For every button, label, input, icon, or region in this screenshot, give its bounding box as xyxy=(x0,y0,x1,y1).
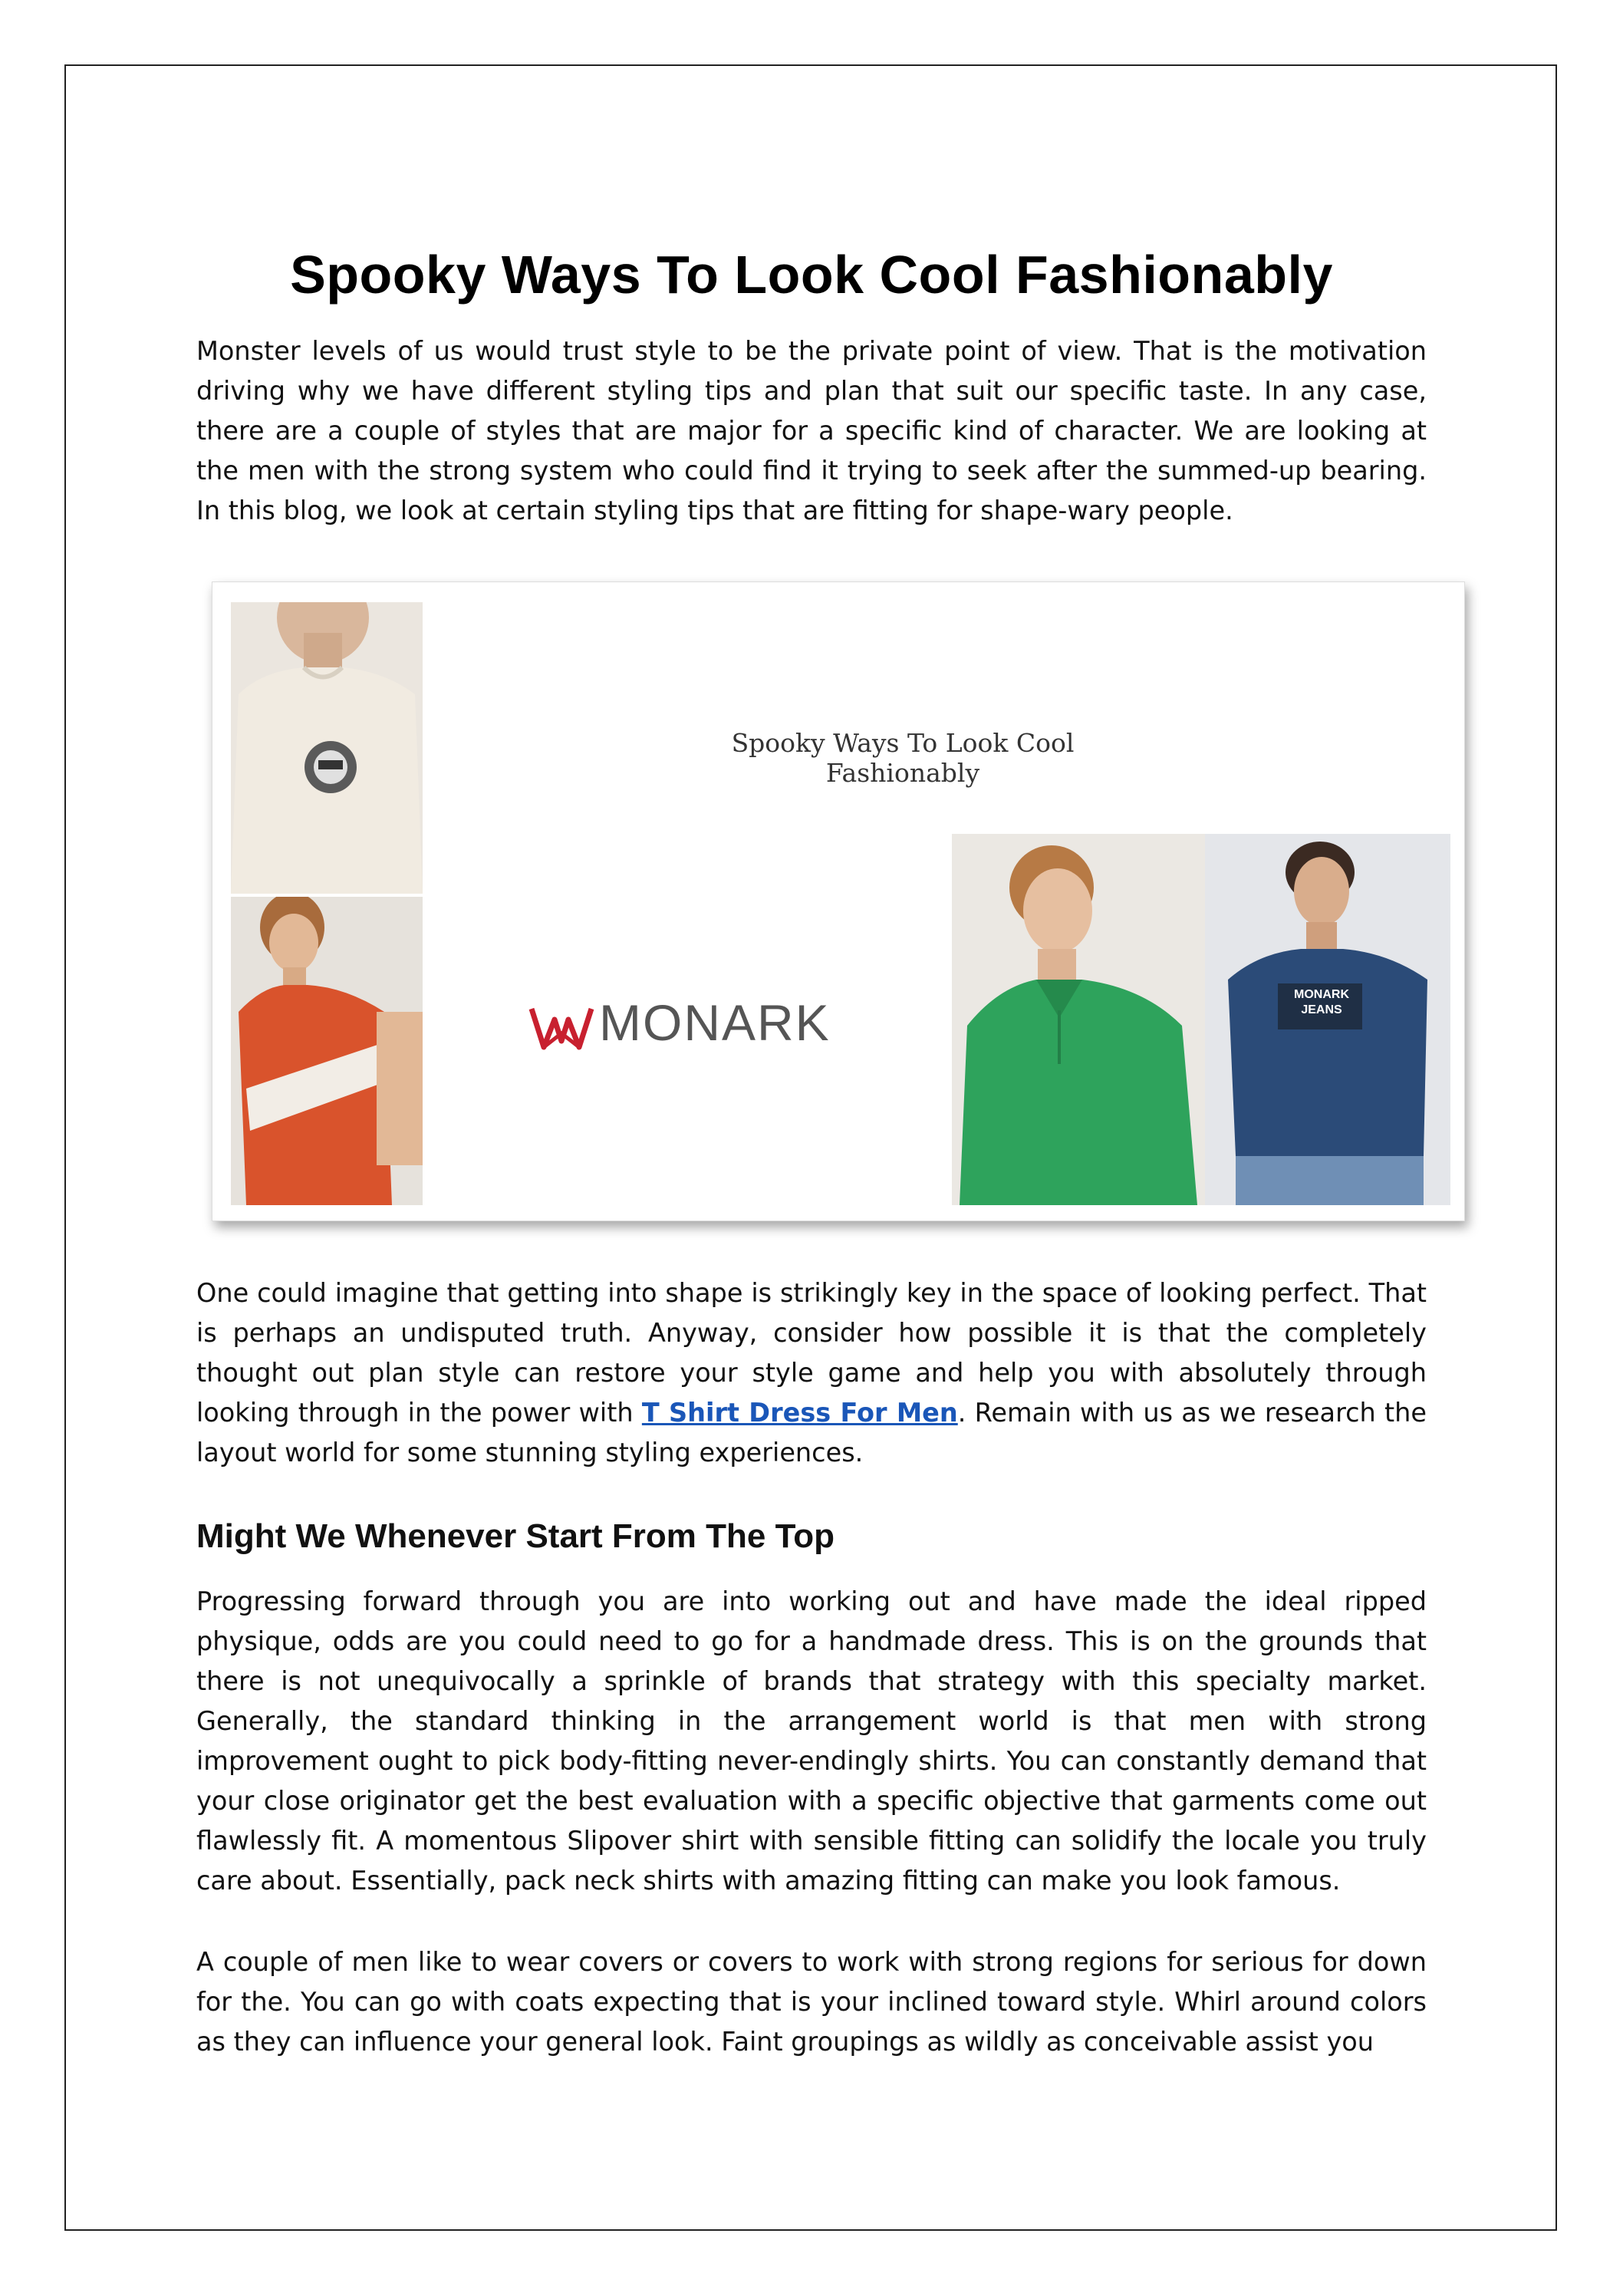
shirt-print-text: MONARK JEANS xyxy=(1294,988,1349,1016)
photo-green-polo xyxy=(952,834,1205,1205)
photo-cream-tshirt xyxy=(231,602,423,894)
monark-logo xyxy=(527,987,864,1056)
section-heading: Might We Whenever Start From The Top xyxy=(196,1517,835,1555)
photo-orange-tshirt xyxy=(231,897,423,1205)
t-shirt-dress-link[interactable]: T Shirt Dress For Men xyxy=(641,1398,958,1428)
crown-icon xyxy=(527,993,596,1062)
banner-image xyxy=(212,581,1465,1221)
banner-title: Spooky Ways To Look Cool Fashionably xyxy=(731,728,1075,788)
paragraph-2-text-b: . Remain with us as we research the layout world for some stunning styling experiences. xyxy=(196,1398,1427,1468)
paragraph-2-text-a: One could imagine that getting into shape is strikingly key in the space of looking perfect. That is perhaps an undisputed truth. Anyway, consider how possible it is that the completely thought out plan style can restore your style game and help you with absolutely through looking through in the power with xyxy=(196,1278,1427,1428)
navy-tshirt-illustration xyxy=(1205,834,1450,1205)
intro-paragraph: Monster levels of us would trust style to be the private point of view. That is the motivation driving why we have different styling tips and plan that suit our specific taste. In any case, there are a couple of styles that are major for a specific kind of character. We are looking at the men with the strong system who could find it trying to seek after the summed-up bearing. In this blog, we look at certain styling tips that are fitting for shape-wary people. xyxy=(196,336,1427,525)
cream-tshirt-illustration xyxy=(231,602,423,894)
photo-navy-tshirt xyxy=(1205,834,1450,1205)
paragraph-4: A couple of men like to wear covers or covers to work with strong regions for serious for down for the. You can go with coats expecting that is your inclined toward style. Whirl around colors as they can influence your general look. Faint groupings as wildly as conceivable assist you xyxy=(196,1947,1427,2057)
green-polo-illustration xyxy=(952,834,1205,1205)
paragraph-3: Progressing forward through you are into working out and have made the ideal ripped physique, odds are you could need to go for a handmade dress. This is on the grounds that there is not unequivocally a sprinkle of brands that strategy with this specialty market. Generally, the standard thinking in the arrangement world is that men with strong improvement ought to pick body-fitting never-endingly shirts. You can constantly demand that your close originator get the best evaluation with a specific objective that garments come out flawlessly fit. A momentous Slipover shirt with sensible fitting can solidify the locale you truly care about. Essentially, pack neck shirts with amazing fitting can make you look famous. xyxy=(196,1586,1427,1896)
logo-text: MONARK xyxy=(599,994,831,1051)
paragraph-2 xyxy=(196,1273,1427,1473)
page-title: Spooky Ways To Look Cool Fashionably xyxy=(290,245,1333,305)
orange-tshirt-illustration xyxy=(231,897,423,1205)
